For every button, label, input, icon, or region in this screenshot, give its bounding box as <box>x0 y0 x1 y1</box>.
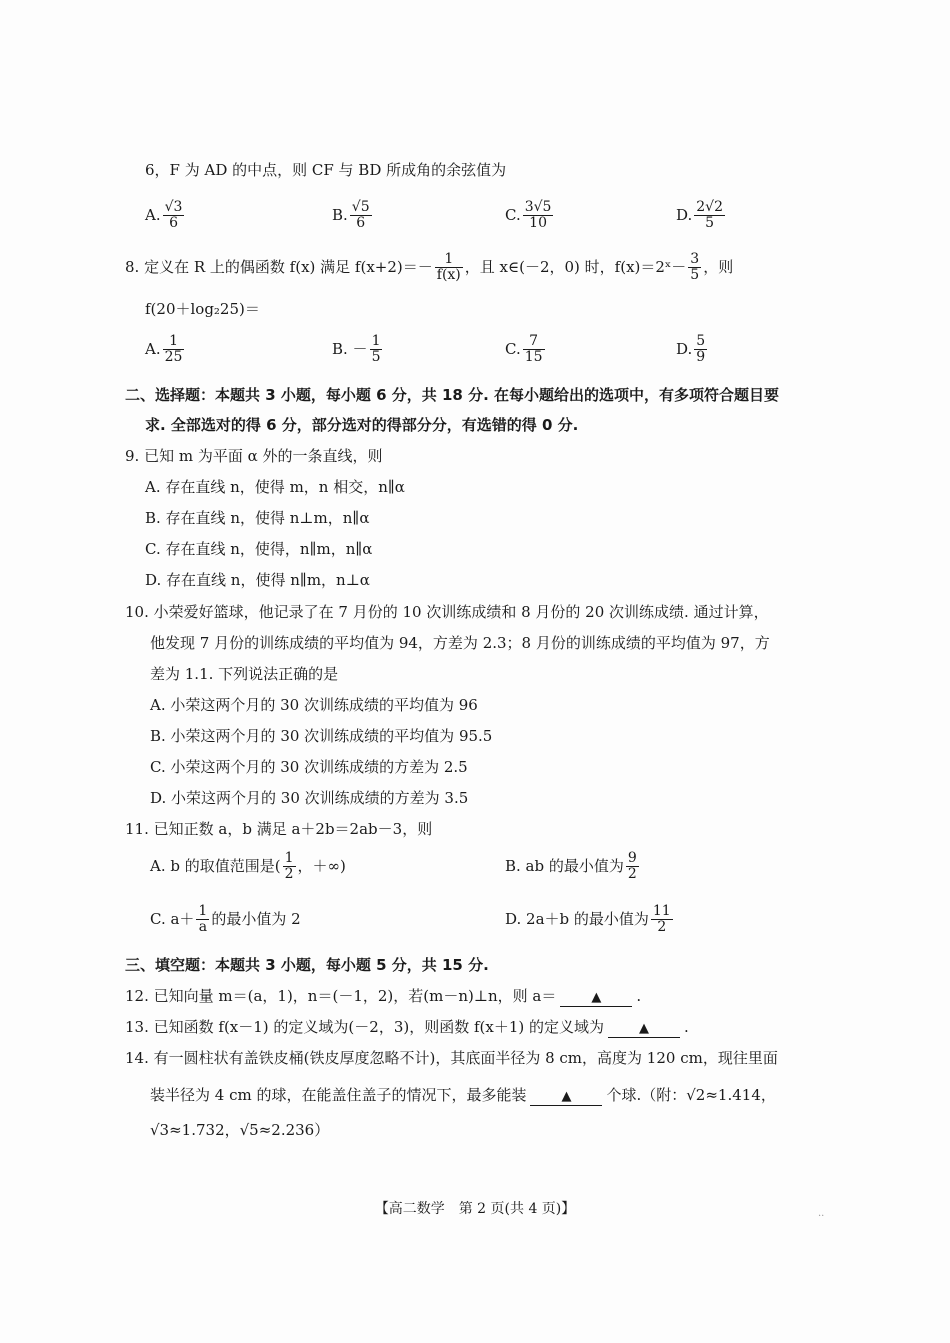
q8-option-b: B. － $\frac{1}{5}$ <box>332 333 381 366</box>
q9-option-d: D. 存在直线 n，使得 n∥m，n⊥α <box>145 571 370 589</box>
footer-dots: .. <box>818 1208 825 1219</box>
q11-option-d: D. 2a＋b 的最小值为 $\frac{11}{2}$ <box>505 903 671 936</box>
q8-stem-line2: f(20＋log₂25)＝ <box>145 300 260 318</box>
q11-option-c: C. a＋ $\frac{1}{a}$ 的最小值为 2 <box>150 903 301 936</box>
q7-stem: 6，F 为 AD 的中点，则 CF 与 BD 所成角的余弦值为 <box>145 161 507 179</box>
section3-heading: 三、填空题：本题共 3 小题，每小题 5 分，共 15 分. <box>125 956 489 974</box>
q14-stem-line3: √3≈1.732，√5≈2.236） <box>150 1121 330 1139</box>
q11-stem: 11. 已知正数 a，b 满足 a＋2b＝2ab－3，则 <box>125 820 433 838</box>
q12-answer-blank[interactable]: ▲ <box>560 990 632 1007</box>
q10-stem: 10. 小荣爱好篮球，他记录了在 7 月份的 10 次训练成绩和 8 月份的 20 次训练成绩. 通过计算， <box>125 603 769 621</box>
q11-option-a: A. b 的取值范围是( $\frac{1}{2}$ ，＋∞) <box>150 850 346 883</box>
q14-answer-blank[interactable]: ▲ <box>530 1089 602 1106</box>
q11-option-b: B. ab 的最小值为 $\frac{9}{2}$ <box>505 850 637 883</box>
q8-option-c: C. $\frac{7}{15}$ <box>505 333 543 366</box>
q7-option-b: B. $\frac{√5}{6}$ <box>332 199 370 232</box>
q10-stem-line3: 差为 1.1. 下列说法正确的是 <box>150 665 339 683</box>
q13-answer-blank[interactable]: ▲ <box>608 1021 680 1038</box>
q7-option-a: A. $\frac{√3}{6}$ <box>145 199 183 232</box>
q9-option-a: A. 存在直线 n，使得 m，n 相交，n∥α <box>145 478 405 496</box>
q10-stem-line2: 他发现 7 月份的训练成绩的平均值为 94，方差为 2.3；8 月份的训练成绩的平均值为 97，方 <box>150 634 770 652</box>
q7-option-c: C. $\frac{3√5}{10}$ <box>505 199 552 232</box>
q9-stem: 9. 已知 m 为平面 α 外的一条直线，则 <box>125 447 383 465</box>
q9-option-b: B. 存在直线 n，使得 n⊥m，n∥α <box>145 509 370 527</box>
q14-stem-line2: 装半径为 4 cm 的球，在能盖住盖子的情况下，最多能装 ▲ 个球.（附：√2≈1.414， <box>150 1086 776 1104</box>
section2-heading: 二、选择题：本题共 3 小题，每小题 6 分，共 18 分. 在每小题给出的选项中，有多项符合题目要 <box>125 386 780 404</box>
q8-option-d: D. $\frac{5}{9}$ <box>676 333 706 366</box>
q10-option-c: C. 小荣这两个月的 30 次训练成绩的方差为 2.5 <box>150 758 468 776</box>
q7-option-d: D. $\frac{2√2}{5}$ <box>676 199 724 232</box>
q10-option-a: A. 小荣这两个月的 30 次训练成绩的平均值为 96 <box>150 696 478 714</box>
q8-option-a: A. $\frac{1}{25}$ <box>145 333 183 366</box>
q10-option-d: D. 小荣这两个月的 30 次训练成绩的方差为 3.5 <box>150 789 469 807</box>
q13-stem: 13. 已知函数 f(x－1) 的定义域为(－2，3)，则函数 f(x＋1) 的定义域为 ▲ . <box>125 1018 689 1036</box>
q14-stem: 14. 有一圆柱状有盖铁皮桶(铁皮厚度忽略不计)，其底面半径为 8 cm，高度为 120 cm，现往里面 <box>125 1049 778 1067</box>
q10-option-b: B. 小荣这两个月的 30 次训练成绩的平均值为 95.5 <box>150 727 493 745</box>
q12-stem: 12. 已知向量 m＝(a，1)，n＝(－1，2)，若(m－n)⊥n，则 a＝ ▲ . <box>125 987 642 1005</box>
page-footer: 【高二数学 第 2 页(共 4 页)】 <box>374 1201 576 1217</box>
q8-stem: 8. 定义在 R 上的偶函数 f(x) 满足 f(x+2)＝－ $\frac{1}{f(x)}$ ，且 x∈(－2，0) 时，f(x)＝2ˣ－ $\frac{3}{5}$ ，则 <box>125 251 734 284</box>
q9-option-c: C. 存在直线 n，使得，n∥m，n∥α <box>145 540 373 558</box>
section2-heading-line2: 求. 全部选对的得 6 分，部分选对的得部分分，有选错的得 0 分. <box>145 416 579 434</box>
